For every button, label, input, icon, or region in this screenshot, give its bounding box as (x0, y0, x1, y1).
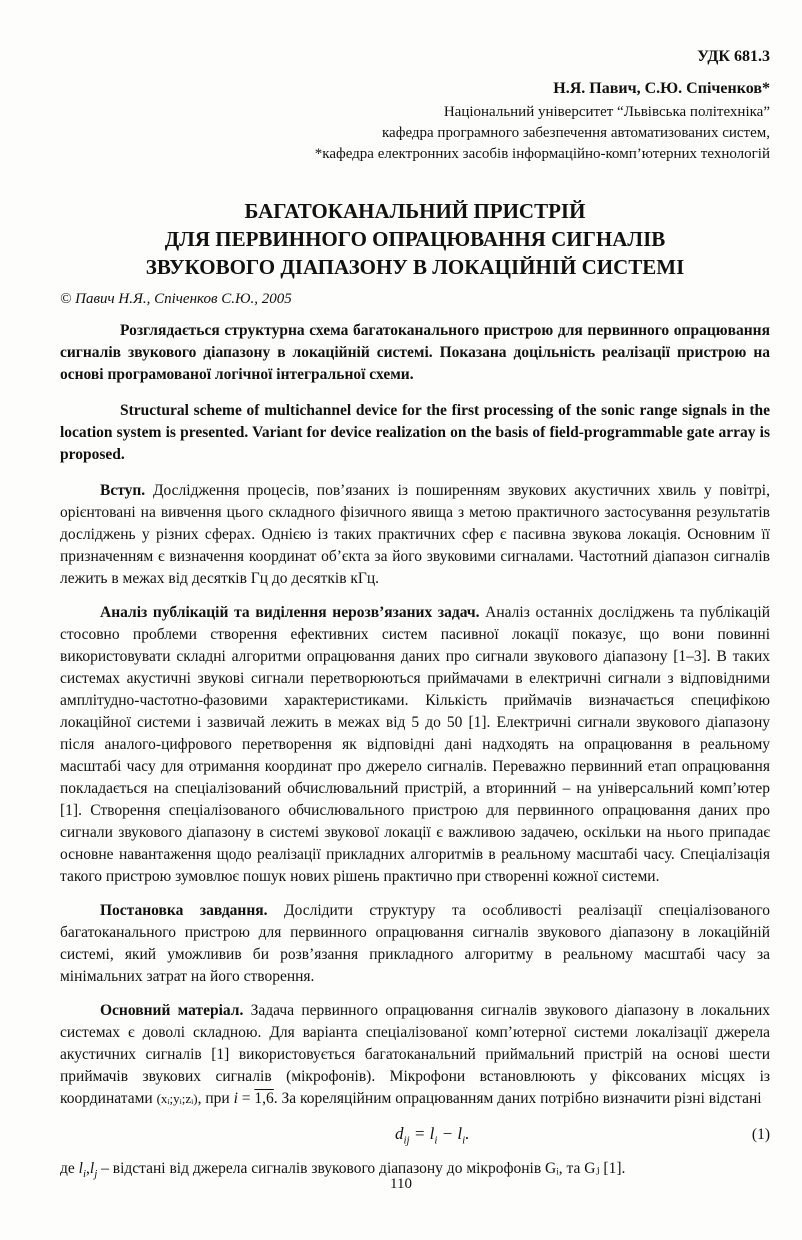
abstract-ukrainian: Розглядається структурна схема багатоканального пристрою для первинного опрацювання сигналів звукового діапазону в локаційній системі. Показана доцільність реалізації пристрою на основі програмованої логічної інтегральної схеми. (60, 322, 770, 383)
section-heading: Основний матеріал. (100, 1002, 244, 1019)
section-intro (60, 480, 770, 590)
section-text: Дослідити структуру та особливості реалізації спеціалізованого багатоканального пристрою для первинного опрацювання сигналів звукового діапазону в локаційній системі, який уможливив би розв’язання прикладного алгоритму в реальному масштабі часу за мінімальних затрат на його створення. (60, 902, 770, 985)
abstract-english: Structural scheme of multichannel device for the first processing of the sonic range signals in the location system is presented. Variant for device realization on the basis of field-programmable gate array is proposed. (60, 402, 770, 463)
affiliation-university: Національний університет “Львівська політехніка” (443, 104, 770, 120)
formula-period: . (465, 1124, 470, 1143)
index-variable: i (233, 1090, 238, 1107)
formula-equals: = (409, 1124, 430, 1143)
udk-code: УДК 681.3 (697, 48, 770, 65)
copyright-line: © Павич Н.Я., Спіченков С.Ю., 2005 (60, 291, 292, 307)
equation-formula (395, 1124, 469, 1146)
section-main (60, 1000, 770, 1110)
formula-l-first-subscript: i (434, 1134, 438, 1147)
where-l-j-subscript: j (94, 1168, 98, 1181)
equation-1 (60, 1122, 770, 1152)
coordinates: (xᵢ;yᵢ;zᵢ) (156, 1091, 198, 1106)
title-line: ЗВУКОВОГО ДІАПАЗОНУ В ЛОКАЦІЙНІЙ СИСТЕМІ (145, 255, 685, 279)
formula-d-subscript: ij (403, 1134, 410, 1147)
formula-d: d (395, 1124, 404, 1143)
section-text: , при (197, 1090, 234, 1107)
authors: Н.Я. Павич, С.Ю. Спіченков* (553, 80, 770, 97)
paper-page (60, 48, 770, 1185)
section-heading: Постановка завдання. (100, 902, 268, 919)
section-task (60, 900, 770, 988)
equals-sign: = (237, 1090, 255, 1107)
where-l-j: l (89, 1160, 95, 1177)
page-number: 110 (390, 1176, 412, 1192)
section-text: Задача первинного опрацювання сигналів звукового діапазону в локальних системах є доволі складною. Для варіанта спеціалізованої комп’ютерної системи локалізації джерела акустичних сигналів [1] використовується багатоканальний приймальний пристрій на основі шести приймачів звукових сигналів (мікрофонів). Мікрофони встановлюють у фіксованих місцях із координатами (60, 1002, 770, 1107)
where-l-i: l (78, 1160, 83, 1177)
where-l-i-subscript: i (82, 1168, 87, 1181)
affiliation-department-1: кафедра програмного забезпечення автоматизованих систем, (382, 125, 770, 141)
formula-l-second: l (457, 1124, 463, 1143)
formula-minus: − (437, 1124, 458, 1143)
formula-l-second-subscript: i (462, 1134, 466, 1147)
affiliation-department-2: *кафедра електронних засобів інформаційно-комп’ютерних технологій (314, 146, 770, 162)
where-text: – відстані від джерела сигналів звукового діапазону до мікрофонів Gᵢ, та Gⱼ [1]. (97, 1160, 626, 1177)
section-text: . За кореляційним опрацюванням даних потрібно визначити різні відстані (273, 1090, 762, 1107)
where-comma: , (86, 1160, 90, 1177)
title-line: ДЛЯ ПЕРВИННОГО ОПРАЦЮВАННЯ СИГНАЛІВ (164, 227, 666, 251)
section-analysis (60, 602, 770, 888)
paper-title (60, 197, 770, 281)
index-range: 1,6 (254, 1090, 274, 1107)
section-text: Аналіз останніх досліджень та публікацій стосовно проблеми створення ефективних систем пасивної локації показує, що вони повинні використовувати складні алгоритми опрацювання даних про сигнали звукового діапазону [1–3]. В таких системах акустичні звукові сигнали перетворюються приймачами в електричні сигнали з відповідними амплітудно-частотно-фазовими характеристиками. Кількість приймачів визначається специфікою локаційної системи і зазвичай лежить в межах від 5 до 50 [1]. Електричні сигнали звукового діапазону після аналого-цифрового перетворення як відповідні дані надходять на опрацювання в реальному масштабі часу для отримання координат про джерело сигналів. Переважно первинний етап опрацювання покладається на спеціалізований обчислювальний пристрій, а вторинний – на універсальний комп’ютер [1]. Створення спеціалізованого обчислювального пристрою для первинного опрацювання даних про сигнали звукового діапазону в системі звукової локації є важливою задачею, оскільки на нього припадає основне навантаження щодо реалізації прикладних алгоритмів в реальному масштабі часу. Спеціалізація такого пристрою зумовлює пошук нових рішень практично при створенні кожної системи. (60, 604, 771, 885)
where-prefix: де (60, 1160, 79, 1177)
section-heading: Вступ. (100, 482, 146, 499)
title-line: БАГАТОКАНАЛЬНИЙ ПРИСТРІЙ (244, 199, 586, 223)
section-heading: Аналіз публікацій та виділення нерозв’язаних задач. (100, 604, 480, 621)
section-text: Дослідження процесів, пов’язаних із поширенням звукових акустичних хвиль у повітрі, орієнтовані на вивчення цього складного фізичного явища з метою практичного застосування результатів досліджень у різних сферах. Однією із таких практичних сфер є пасивна звукова локація. Основним її призначенням є визначення координат об’єкта за його звуковими сигналами. Частотний діапазон сигналів лежить в межах від десятків Гц до десятків кГц. (60, 482, 770, 587)
formula-l-first: l (429, 1124, 435, 1143)
equation-number: (1) (751, 1126, 770, 1143)
